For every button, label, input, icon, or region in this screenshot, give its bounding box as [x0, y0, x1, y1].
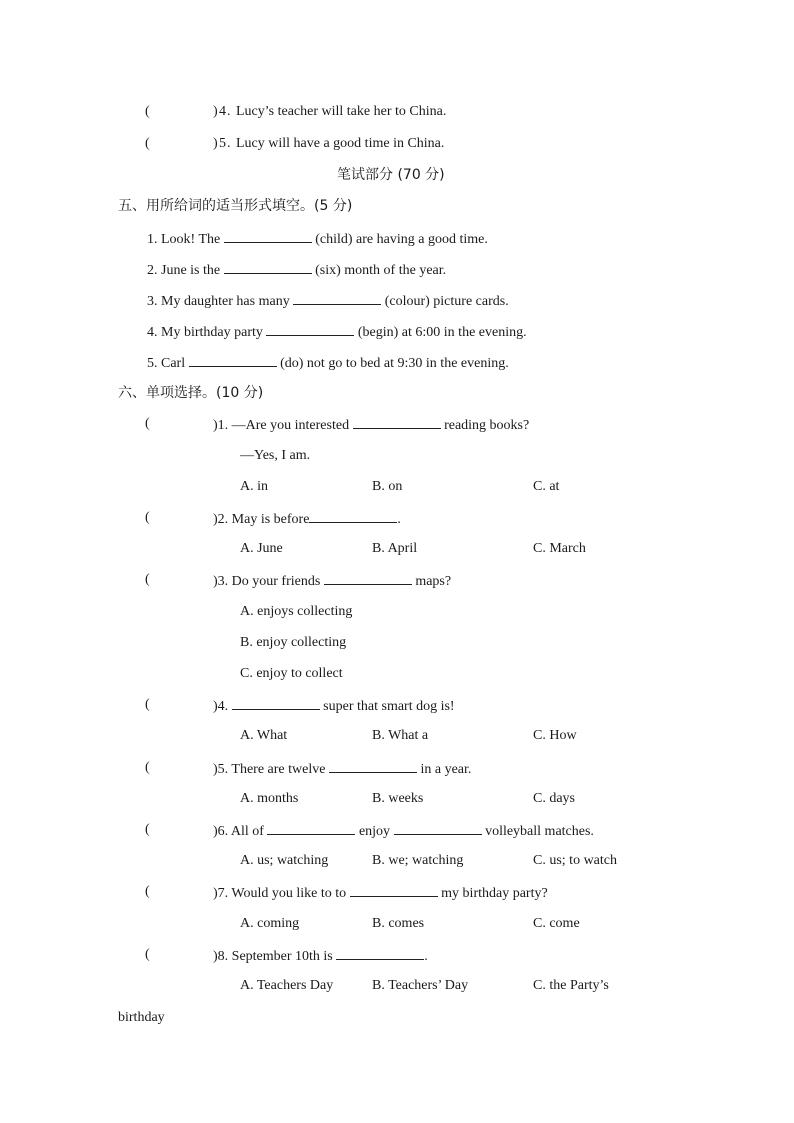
option-b[interactable]: B. weeks: [372, 791, 424, 806]
answer-paren: (: [145, 136, 150, 151]
answer-blank[interactable]: [189, 352, 277, 367]
option-c[interactable]: C. at: [533, 479, 560, 494]
statement-text: Lucy’s teacher will take her to China.: [236, 104, 447, 119]
answer-blank[interactable]: [224, 259, 312, 274]
answer-blank[interactable]: [350, 882, 438, 897]
option-a[interactable]: A. What: [240, 728, 288, 743]
answer-blank[interactable]: [353, 414, 441, 429]
option-a[interactable]: A. coming: [240, 916, 300, 931]
answer-blank[interactable]: [324, 570, 412, 585]
option-c[interactable]: C. the Party’s: [533, 978, 609, 993]
statement-number: 5: [219, 136, 226, 151]
answer-paren: (: [145, 947, 150, 962]
fill-item-1: 1. Look! The (child) are having a good time.: [147, 228, 488, 250]
answer-blank[interactable]: [293, 290, 381, 305]
answer-blank[interactable]: [224, 228, 312, 243]
option-b[interactable]: B. enjoy collecting: [240, 635, 347, 650]
option-b[interactable]: B. on: [372, 479, 403, 494]
answer-paren: (: [145, 416, 150, 431]
answer-paren: (: [145, 760, 150, 775]
fill-item-2: 2. June is the (six) month of the year.: [147, 259, 446, 281]
answer-paren: (: [145, 884, 150, 899]
option-c[interactable]: C. enjoy to collect: [240, 666, 343, 681]
answer-blank[interactable]: [232, 695, 320, 710]
answer-paren: (: [145, 572, 150, 587]
option-c[interactable]: C. us; to watch: [533, 853, 617, 868]
answer-paren: (: [145, 104, 150, 119]
option-a[interactable]: A. us; watching: [240, 853, 329, 868]
option-b[interactable]: B. we; watching: [372, 853, 464, 868]
answer-blank[interactable]: [336, 945, 424, 960]
answer-blank[interactable]: [329, 758, 417, 773]
option-b[interactable]: B. Teachers’ Day: [372, 978, 469, 993]
section6-heading: 六、单项选择。(10 分): [118, 385, 264, 401]
option-b[interactable]: B. April: [372, 541, 418, 556]
option-c[interactable]: C. March: [533, 541, 586, 556]
option-a[interactable]: A. June: [240, 541, 283, 556]
option-c[interactable]: C. days: [533, 791, 575, 806]
option-a[interactable]: A. enjoys collecting: [240, 604, 353, 619]
section5-heading: 五、用所给词的适当形式填空。(5 分): [118, 198, 353, 214]
answer-blank[interactable]: [267, 820, 355, 835]
option-b[interactable]: B. comes: [372, 916, 425, 931]
fill-item-5: 5. Carl (do) not go to bed at 9:30 in the evening.: [147, 352, 509, 374]
option-c-wrap: birthday: [118, 1010, 165, 1025]
answer-blank[interactable]: [309, 508, 397, 523]
option-c[interactable]: C. How: [533, 728, 577, 743]
statement-text: Lucy will have a good time in China.: [236, 136, 445, 151]
option-a[interactable]: A. in: [240, 479, 268, 494]
answer-paren: (: [145, 822, 150, 837]
statement-number: 4: [219, 104, 226, 119]
fill-item-4: 4. My birthday party (begin) at 6:00 in the evening.: [147, 321, 527, 343]
answer-paren: (: [145, 697, 150, 712]
option-a[interactable]: A. Teachers Day: [240, 978, 334, 993]
answer-blank[interactable]: [266, 321, 354, 336]
answer-blank[interactable]: [394, 820, 482, 835]
option-a[interactable]: A. months: [240, 791, 299, 806]
answer-paren: (: [145, 510, 150, 525]
fill-item-3: 3. My daughter has many (colour) picture cards.: [147, 290, 509, 312]
option-b[interactable]: B. What a: [372, 728, 429, 743]
option-c[interactable]: C. come: [533, 916, 580, 931]
written-part-title: 笔试部分 (70 分): [337, 167, 445, 183]
q1-reply: —Yes, I am.: [240, 448, 311, 463]
